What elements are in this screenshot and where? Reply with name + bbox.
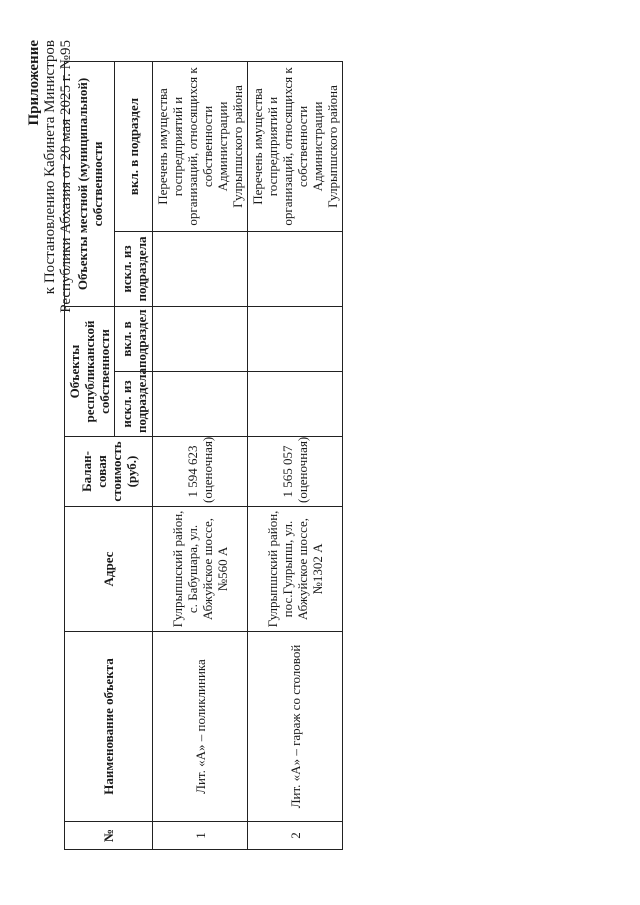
appendix-line-2: Республики Абхазия от 20 мая 2025 г. №95: [58, 40, 74, 313]
row-name: Лит. «А» – гараж со столовой: [248, 632, 343, 822]
appendix-line-1: к Постановлению Кабинета Министров: [42, 40, 58, 295]
row-cost: 1 594 623 (оценочная): [153, 437, 248, 507]
header-rep-incl: вкл. в подраздел: [115, 306, 153, 371]
header-loc-excl: искл. из подраздела: [115, 231, 153, 306]
row-loc-excl: [248, 231, 343, 306]
appendix-title: Приложение: [26, 40, 42, 126]
header-name: Наименование объекта: [65, 632, 153, 822]
row-num: 1: [153, 822, 248, 850]
row-address: Гулрыпшский район, пос.Гулрыпш, ул. Абжуйское шоссе, №1302 А: [248, 507, 343, 632]
row-loc-incl: Перечень имущества госпредприятий и организаций, относящихся к собственности Администрации Гулрыпшского района: [153, 61, 248, 231]
row-address: Гулрыпшский район, с. Бабушара, ул. Абжуйское шоссе, №560 А: [153, 507, 248, 632]
row-loc-incl: Перечень имущества госпредприятий и организаций, относящихся к собственности Администрации Гулрыпшского района: [248, 61, 343, 231]
objects-table: [64, 61, 343, 850]
row-rep-incl: [153, 306, 248, 371]
header-local: Объекты местной (муниципальной) собственности: [65, 61, 115, 306]
row-loc-excl: [153, 231, 248, 306]
header-loc-incl: вкл. в подраздел: [115, 61, 153, 231]
header-rep-excl: искл. из подраздела: [115, 372, 153, 437]
row-rep-excl: [248, 372, 343, 437]
header-address: Адрес: [65, 507, 153, 632]
header-cost: Балан-совая стоимость (руб.): [65, 437, 153, 507]
row-rep-excl: [153, 372, 248, 437]
row-rep-incl: [248, 306, 343, 371]
row-cost: 1 565 057 (оценочная): [248, 437, 343, 507]
header-republic: Объекты республиканской собственности: [65, 306, 115, 436]
table-row: [153, 61, 248, 849]
table-row: [248, 61, 343, 849]
row-num: 2: [248, 822, 343, 850]
header-num: №: [65, 822, 153, 850]
row-name: Лит. «А» – поликлиника: [153, 632, 248, 822]
